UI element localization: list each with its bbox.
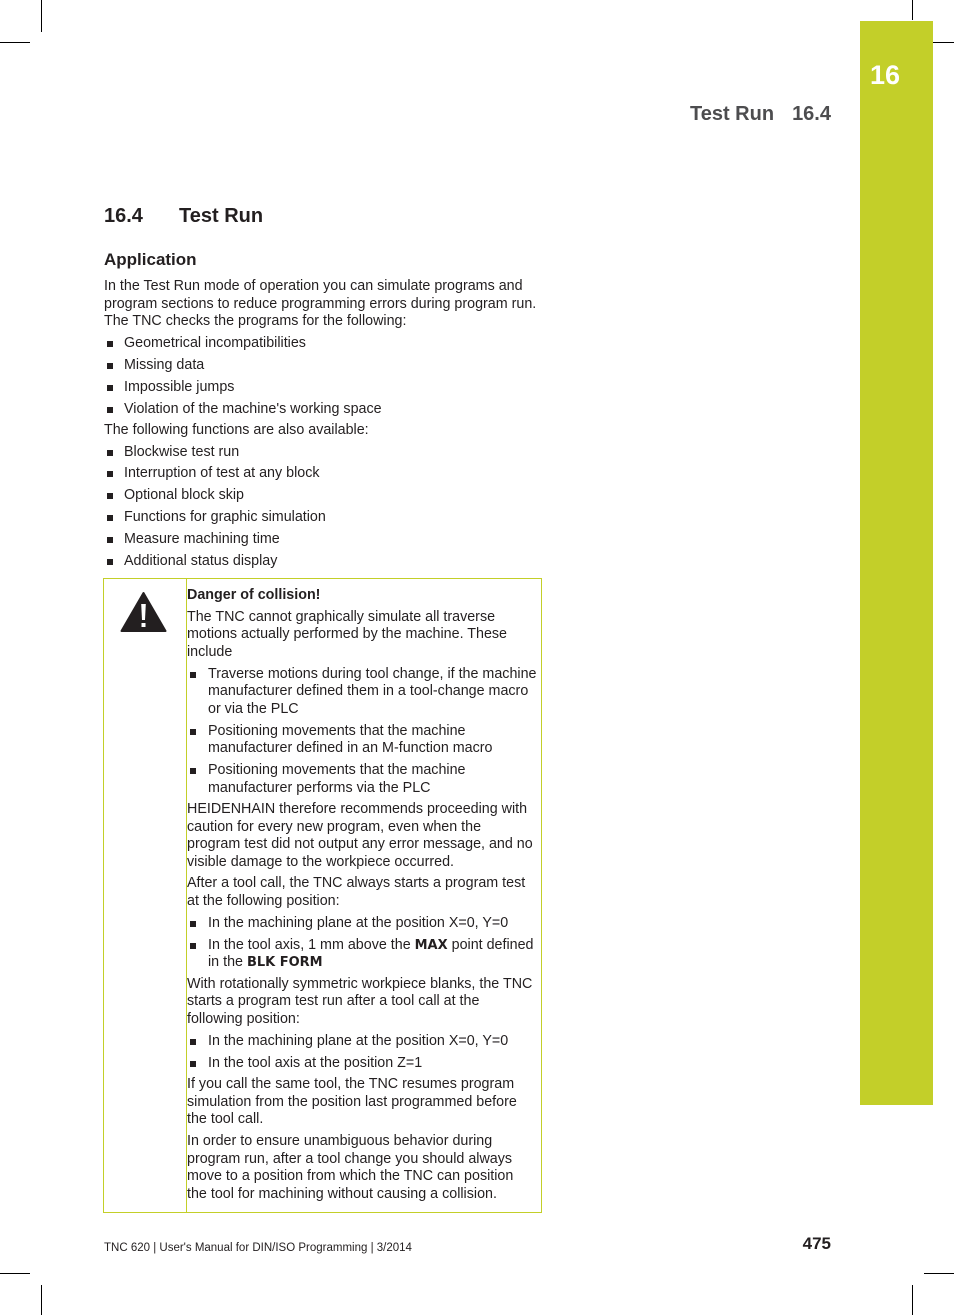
intro-paragraph: In the Test Run mode of operation you can simulate programs and program sections to reduce programming errors during program run. The TNC checks the programs for the following:: [104, 278, 537, 330]
crop-mark: [41, 1285, 42, 1315]
crop-mark: [912, 1285, 913, 1315]
list-item: Positioning movements that the machine manufacturer performs via the PLC: [187, 762, 537, 797]
chapter-tab: [860, 21, 933, 1105]
list-item: Blockwise test run: [104, 444, 544, 462]
item-text: In the tool axis, 1 mm above the: [208, 936, 415, 953]
rotational-intro: With rotationally symmetric workpiece blanks, the TNC starts a program test run after a tool call at the following position:: [187, 975, 533, 1027]
rotational-list: [187, 1033, 537, 1072]
chapter-number: 16: [870, 60, 901, 90]
keyword-blk-form: BLK FORM: [246, 955, 323, 971]
start-position-list: [187, 915, 537, 972]
list-item: Impossible jumps: [104, 379, 544, 397]
subsection-title: Application: [104, 250, 197, 269]
list-item: In the machining plane at the position X=0, Y=0: [187, 915, 537, 933]
list-item: Violation of the machine's working space: [104, 401, 544, 419]
list-item: Positioning movements that the machine manufacturer defined in an M-function macro: [187, 723, 537, 758]
crop-mark: [912, 0, 913, 20]
section-number: 16.4: [104, 205, 143, 227]
list-item: [187, 937, 537, 972]
footer-text: TNC 620 | User's Manual for DIN/ISO Programming | 3/2014: [104, 1242, 412, 1254]
running-header-number: 16.4: [792, 103, 831, 125]
list-item: Missing data: [104, 357, 544, 375]
warning-triangle-icon: [120, 591, 167, 633]
functions-intro: The following functions are also available:: [104, 421, 369, 438]
start-position-intro: After a tool call, the TNC always starts a program test at the following position:: [187, 875, 526, 910]
checks-list: [104, 335, 544, 418]
list-item: Measure machining time: [104, 531, 544, 549]
running-header: [690, 103, 831, 126]
list-item: Geometrical incompatibilities: [104, 335, 544, 353]
warning-box: [103, 578, 542, 1213]
warning-title: Danger of collision!: [187, 587, 321, 603]
item-text: point defined in the: [208, 936, 534, 971]
section-title: [104, 205, 263, 228]
tool-change-paragraph: In order to ensure unambiguous behavior during program run, after a tool change you should always move to a position from which the TNC can position the tool for machining without causing a collision.: [187, 1132, 514, 1202]
crop-mark: [0, 1273, 30, 1274]
list-item: In the tool axis at the position Z=1: [187, 1055, 537, 1073]
body-text: [104, 278, 544, 571]
list-item: Optional block skip: [104, 487, 544, 505]
warning-text: [187, 587, 537, 1203]
crop-mark: [0, 42, 30, 43]
list-item: Additional status display: [104, 553, 544, 571]
keyword-max: MAX: [414, 937, 448, 953]
page-number: 475: [802, 1234, 831, 1253]
list-item: In the machining plane at the position X=0, Y=0: [187, 1033, 537, 1051]
list-item: Traverse motions during tool change, if the machine manufacturer defined them in a tool-change macro or via the PLC: [187, 666, 537, 719]
recommendation-paragraph: HEIDENHAIN therefore recommends proceeding with caution for every new program, even when the program test did not output any error message, and no visible damage to the workpiece occurred.: [187, 801, 533, 870]
motions-list: [187, 666, 537, 798]
crop-mark: [924, 1273, 954, 1274]
same-tool-paragraph: If you call the same tool, the TNC resumes program simulation from the position last programmed before the tool call.: [187, 1076, 517, 1128]
crop-mark: [41, 0, 42, 32]
running-header-title: Test Run: [689, 103, 775, 125]
list-item: Interruption of test at any block: [104, 465, 544, 483]
warning-intro: The TNC cannot graphically simulate all traverse motions actually performed by the machine. These include: [187, 608, 507, 660]
functions-list: [104, 444, 544, 571]
list-item: Functions for graphic simulation: [104, 509, 544, 527]
section-title-text: Test Run: [179, 205, 264, 227]
